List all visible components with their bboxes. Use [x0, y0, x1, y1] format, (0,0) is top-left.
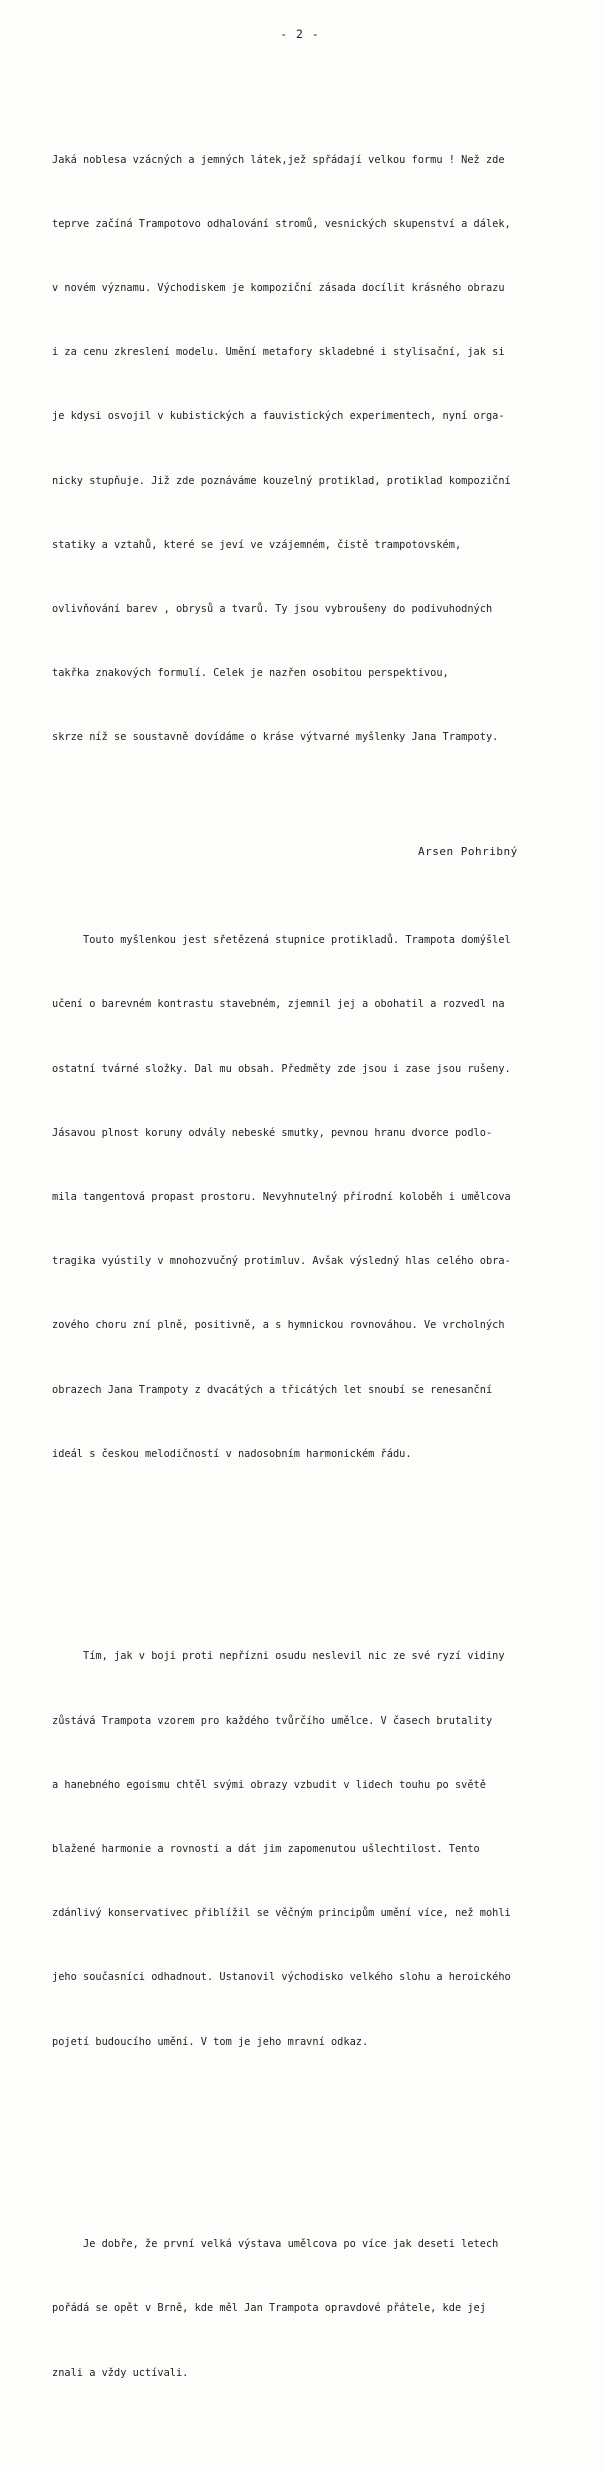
- body-text: [52, 64, 604, 2470]
- text-line: Je dobře, že první velká výstava umělcova po více jak deseti letech: [52, 2238, 499, 2251]
- text-line: a hanebného egoismu chtěl svými obrazy vzbudit v lidech touhu po světě: [52, 1778, 486, 1791]
- paragraph: [52, 887, 604, 1508]
- text-line: Jaká noblesa vzácných a jemných látek,jež spřádají velkou formu ! Než zde: [52, 153, 505, 166]
- text-line: tragika vyústily v mnohozvučný protimluv. Avšak výsledný hlas celého obra-: [52, 1255, 511, 1268]
- text-line: zdánlivý konservativec přiblížil se věčným principům umění více, než mohli: [52, 1907, 511, 1920]
- text-line: blažené harmonie a rovnosti a dát jim zapomenutou ušlechtilost. Tento: [52, 1842, 480, 1855]
- text-line: statiky a vztahů, které se jeví ve vzájemném, čistě trampotovském,: [52, 538, 462, 551]
- paragraph: [52, 1604, 604, 2096]
- paragraph-gap: [52, 1551, 604, 1561]
- text-line: Jásavou plnost koruny odvály nebeské smutky, pevnou hranu dvorce podlo-: [52, 1126, 493, 1139]
- paragraph: [52, 107, 604, 792]
- paragraph-gap: [52, 834, 604, 844]
- text-line: učení o barevném kontrastu stavebném, zjemnil jej a obohatil a rozvedl na: [52, 998, 505, 1011]
- text-line: v novém významu. Východiskem je kompoziční zásada docílit krásného obrazu: [52, 282, 505, 295]
- text-line: ideál s českou melodičností v nadosobním harmonickém řádu.: [52, 1447, 412, 1460]
- text-line: ovlivňování barev , obrysů a tvarů. Ty jsou vybroušeny do podivuhodných: [52, 603, 493, 616]
- text-line: pořádá se opět v Brně, kde měl Jan Trampota opravdové přátele, kde jej: [52, 2302, 486, 2315]
- page-number: - 2 -: [280, 27, 320, 41]
- text-line: teprve začíná Trampotovo odhalování stromů, vesnických skupenství a dálek,: [52, 217, 511, 230]
- author-signature: Arsen Pohribný: [418, 845, 518, 858]
- text-line: znali a vždy uctívali.: [52, 2366, 189, 2379]
- paragraph: [52, 2191, 604, 2426]
- text-line: takřka znakových formulí. Celek je nazřen osobitou perspektivou,: [52, 667, 449, 680]
- text-line: Touto myšlenkou jest sřetězená stupnice protikladů. Trampota domýšlel: [52, 934, 511, 947]
- text-line: skrze níž se soustavně dovídáme o kráse výtvarné myšlenky Jana Trampoty.: [52, 731, 499, 744]
- text-line: je kdysi osvojil v kubistických a fauvistických experimentech, nyní orga-: [52, 410, 505, 423]
- paragraph-gap: [52, 2139, 604, 2149]
- text-line: mila tangentová propast prostoru. Nevyhnutelný přírodní koloběh i umělcova: [52, 1190, 511, 1203]
- text-line: pojetí budoucího umění. V tom je jeho mravní odkaz.: [52, 2035, 369, 2048]
- text-line: zového choru zní plně, positivně, a s hymnickou rovnováhou. Ve vrcholných: [52, 1319, 505, 1332]
- text-line: jeho současníci odhadnout. Ustanovil východisko velkého slohu a heroického: [52, 1971, 511, 1984]
- text-line: obrazech Jana Trampoty z dvacátých a třicátých let snoubí se renesanční: [52, 1383, 493, 1396]
- text-line: Tím, jak v boji proti nepřízni osudu neslevil nic ze své ryzí vidiny: [52, 1650, 505, 1663]
- text-line: ostatní tvárné složky. Dal mu obsah. Předměty zde jsou i zase jsou rušeny.: [52, 1062, 511, 1075]
- text-line: i za cenu zkreslení modelu. Umění metafory skladebné i stylisační, jak si: [52, 346, 505, 359]
- text-line: zůstává Trampota vzorem pro každého tvůrčího umělce. V časech brutality: [52, 1714, 493, 1727]
- text-line: nicky stupňuje. Již zde poznáváme kouzelný protiklad, protiklad kompoziční: [52, 474, 511, 487]
